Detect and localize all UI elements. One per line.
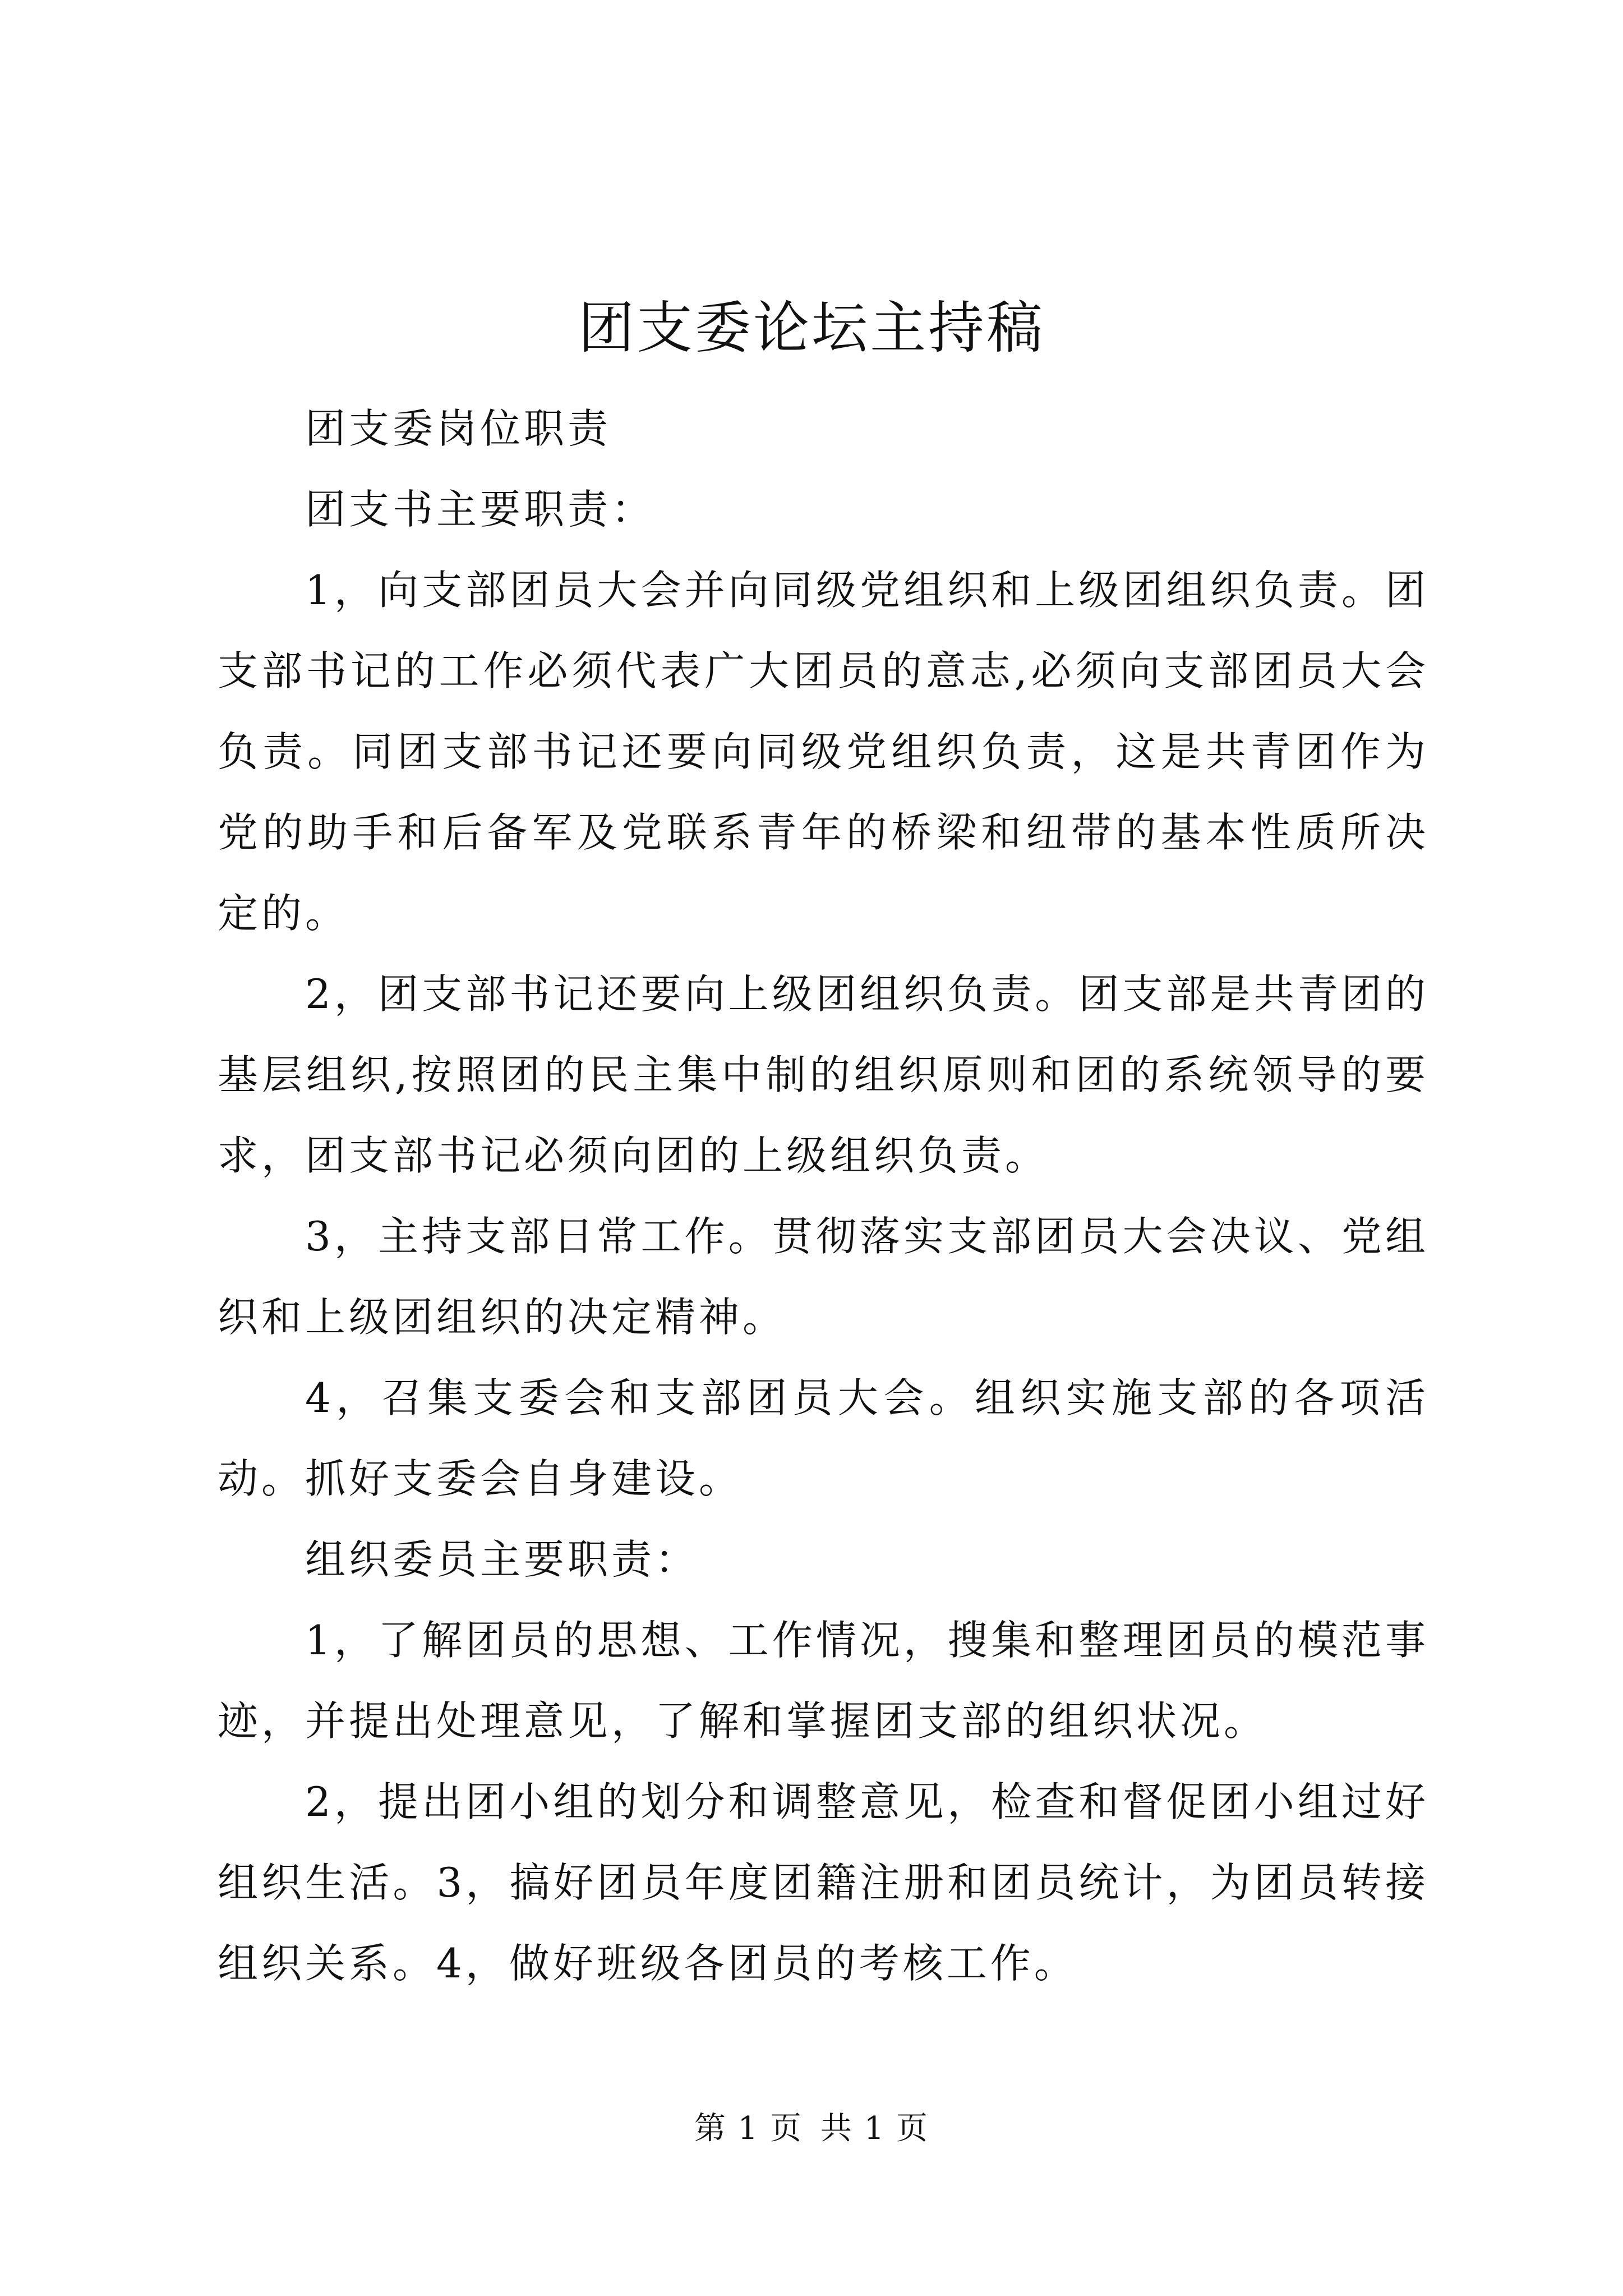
document-body [218, 388, 1429, 2004]
paragraph: 1，了解团员的思想、工作情况，搜集和整理团员的模范事迹，并提出处理意见，了解和掌握团支部的组织状况。 [218, 1617, 1429, 1745]
paragraph: 2，团支部书记还要向上级团组织负责。团支部是共青团的基层组织,按照团的民主集中制的组织原则和团的系统领导的要求，团支部书记必须向团的上级组织负责。 [218, 970, 1429, 1179]
paragraph: 组织委员主要职责： [305, 1536, 699, 1583]
paragraph: 4，召集支委会和支部团员大会。组织实施支部的各项活动。抓好支委会自身建设。 [218, 1374, 1429, 1502]
paragraph: 1，向支部团员大会并向同级党组织和上级团组织负责。团支部书记的工作必须代表广大团员的意志,必须向支部团员大会负责。同团支部书记还要向同级党组织负责，这是共青团作为党的助手和后备军及党联系青年的桥梁和纽带的基本性质所决定的。 [218, 567, 1429, 937]
paragraph: 3，主持支部日常工作。贯彻落实支部团员大会决议、党组织和上级团组织的决定精神。 [218, 1213, 1429, 1341]
document-title: 团支委论坛主持稿 [578, 295, 1045, 361]
page-footer [0, 2106, 1623, 2151]
page-number: 第 1 页 [694, 2110, 803, 2147]
paragraph: 团支委岗位职责 [305, 405, 612, 452]
paragraph: 2，提出团小组的划分和调整意见，检查和督促团小组过好组织生活。3，搞好团员年度团籍注册和团员统计，为团员转接组织关系。4，做好班级各团员的考核工作。 [218, 1778, 1429, 1987]
page-total: 共 1 页 [820, 2110, 929, 2147]
paragraph: 团支书主要职责： [305, 486, 656, 533]
